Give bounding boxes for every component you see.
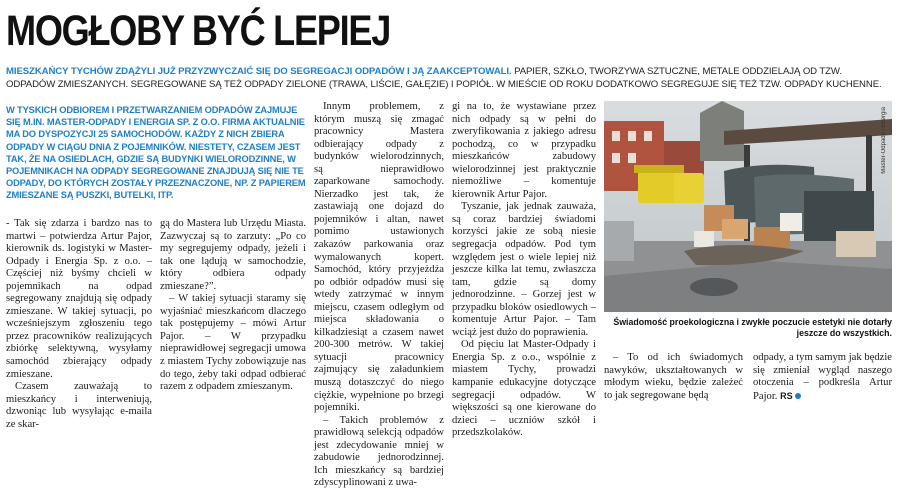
lead-paragraph [6, 65, 892, 91]
col3-paragraph-1: Innym problemem, z którym muszą się zmagać pracownicy Mastera odbierający odpady z budynków wielorodzinnych, są nieprawidłowo zaparkowane samochody. Nierzadko jest tak, że zastawiają one dojazd do pojemników i altan, nawet pomimo ustawionych zakazów parkowania oraz wymalowanych kopert. Samochód, który przyjeżdża po odbiór odpadów musi się wtedy zatrzymać w innym miejscu, czasem odległym od miejsca składowania o kilkadziesiąt a czasem nawet 200-300 metrów. W takiej sytuacji pracownicy zajmujący się załadunkiem muszą dotaszczyć do niego ciężkie, wypełnione po brzegi pojemniki. [314, 101, 444, 414]
end-dot-icon [795, 393, 801, 399]
article-photo [604, 101, 892, 312]
photo-caption: Świadomość proekologiczna i zwykłe poczucie estetyki nie dotarły jeszcze do wszystkich. [613, 317, 892, 338]
col5-paragraph: – To od ich świadomych nawyków, ukształtowanych w młodym wieku, będzie zależeć to jak segregowane będą [604, 352, 743, 401]
trash-bins-photo-icon [604, 101, 892, 312]
col4-paragraph-1: gi na to, że wystawiane przez nich odpady są w pełni do zweryfikowania z jakiego adresu pochodzą, co w przypadku mieszkańców zabudowy wielorodzinnej jest praktycznie niemożliwe – komentuje kierownik Artur Pajor. [452, 101, 596, 200]
col3-paragraph-2: – Takich problemów z prawidłową selekcją odpadów jest zdecydowanie mniej w zabudowie jednorodzinnej. Ich mieszkańcy są bardziej zdyscyplinowani z uwa- [314, 414, 444, 489]
col2-paragraph-2: – W takiej sytuacji staramy się wyjaśniać mieszkańcom dlaczego tak postępujemy – mówi Artur Pajor. – W przypadku nieprawidłowej segregacji umowa z miastem Tychy zobowiązuje nas do tego, żeby taki odpad odbierać razem z odpadem zmieszanym. [160, 293, 306, 393]
column-4 [452, 101, 596, 440]
column-2 [160, 218, 306, 394]
column-1 [6, 218, 152, 431]
intro-paragraph: W TYSKICH ODBIOREM I PRZETWARZANIEM ODPADÓW ZAJMUJE SIĘ M.IN. MASTER-ODPADY I ENERGIA SP. Z O.O. FIRMA AKTUALNIE MA DO DYSPOZYCJI 25 SAMOCHODÓW. KAŻDY Z NICH ZBIERA ODPADY W CIĄGU DNIA Z POJEMNIKÓW. NIESTETY, CZASEM JEST TAK, ŻE NA OSIEDLACH, GDZIE SĄ BUDYNKI WIELORODZINNE, W POJEMNIKACH NA ODPADY SEGREGOWANE ZNAJDUJĄ SIĘ NIE TE ODPADY, DO KTÓRYCH ZOSTAŁY PRZEZNACZONE, NP. Z PAPIEREM ZMIESZANE SĄ PUSZKI, BUTELKI, ITP. [6, 105, 306, 201]
col1-paragraph-2: Czasem zauważają to mieszkańcy i interweniują, dzwoniąc lub wysyłając e-maila ze skar- [6, 381, 152, 430]
column-5 [604, 352, 743, 402]
column-3 [314, 101, 444, 490]
photo-credit: Master-Odpady i Energia [881, 107, 887, 174]
col6-paragraph [753, 352, 892, 403]
col4-paragraph-3: Od pięciu lat Master-Odpady i Energia Sp. z o.o., wspólnie z miastem Tychy, prowadzi kampanie edukacyjne dotyczące segregacji odpadów. W większości są one kierowane do dzieci – uczniów szkół i przedszkolaków. [452, 339, 596, 439]
col2-paragraph-1: gą do Mastera lub Urzędu Miasta. Zazwyczaj są to zarzuty: „Po co my segregujemy odpady, jeżeli i tak one lądują w samochodzie, który odbiera odpady zmieszane?”. [160, 218, 306, 292]
lead-rest: PAPIER, SZKŁO, TWORZYWA SZTUCZNE, METALE ODDZIELAJĄ OD TZW. ODPADÓW ZMIESZANYCH. SEGREGOWANE SĄ TEŻ ODPADY ZIELONE (TRAWA, LIŚCIE, GAŁĘZIE) I POPIÓŁ. W MIEŚCIE OD ROKU DODATKOWO SEGREGUJE SIĘ TEŻ TZW. ODPADY KUCHENNE. [6, 66, 882, 90]
col6-text: odpady, a tym samym jak będzie się zmieniał wygląd naszego otoczenia – podkreśla Artur Pajor. [753, 352, 892, 402]
col1-paragraph-1: - Tak się zdarza i bardzo nas to martwi – potwierdza Artur Pajor, kierownik ds. logistyki w Master-Odpady i Energia Sp. z o.o. – Częściej niż byśmy chcieli w pojemnikach na odpad segregowany znajdują się odpady zmieszane. W takiej sytuacji, po wcześniejszym zgłoszeniu tego przez pracowników realizujących zbiórkę selektywną, wysyłamy samochód zbierający odpady zmieszane. [6, 218, 152, 380]
lead-highlight: MIESZKAŃCY TYCHÓW ZDĄŻYLI JUŻ PRZYZWYCZAIĆ SIĘ DO SEGREGACJI ODPADÓW I JĄ ZAAKCEPTOWALI. [6, 66, 512, 77]
author-signature: RS [780, 390, 793, 401]
column-6 [753, 352, 892, 403]
col4-paragraph-2: Tyszanie, jak jednak zauważa, są coraz bardziej świadomi korzyści jakie ze sobą niesie segregacja odpadów. Pod tym względem jest o wiele lepiej niż jeszcze kilka lat temu, zwłaszcza tam, gdzie są domy jednorodzinne. – Gorzej jest w przypadku bloków osiedlowych – komentuje Artur Pajor. – Tam wciąż jest dużo do poprawienia. [452, 201, 596, 338]
headline: MOGŁOBY BYĆ LEPIEJ [6, 7, 391, 55]
